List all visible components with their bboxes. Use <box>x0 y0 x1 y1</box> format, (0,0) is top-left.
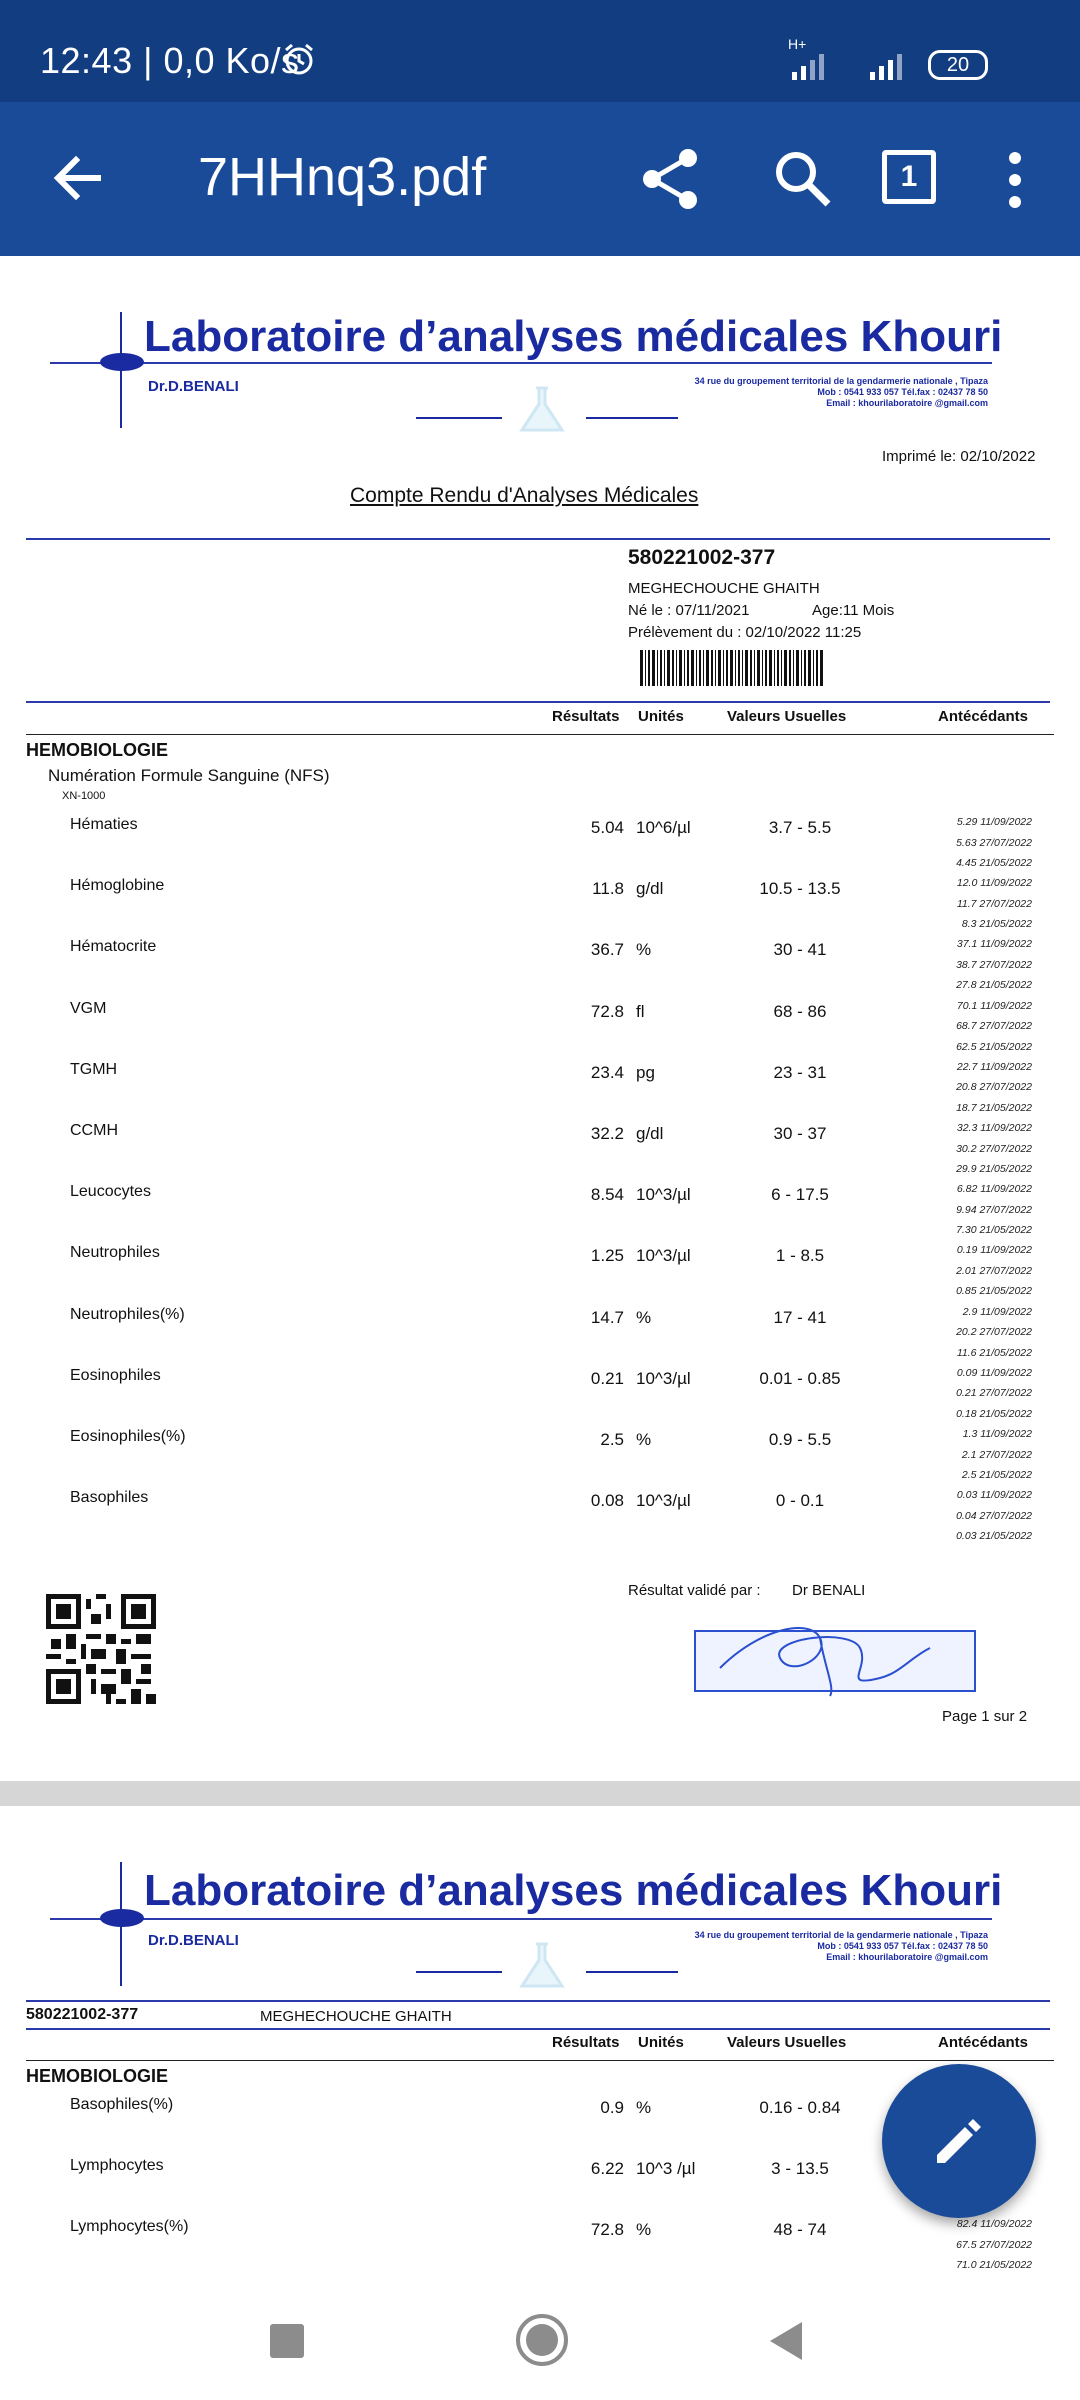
test-history <box>892 812 1032 874</box>
test-normal-range: 0 - 0.1 <box>775 1491 825 1511</box>
device-label: XN-1000 <box>62 790 106 802</box>
history-entry: 22.7 11/09/2022 <box>956 1060 1032 1073</box>
history-entry: 0.09 11/09/2022 <box>956 1366 1032 1379</box>
header-underline <box>26 2060 1054 2061</box>
history-entry: 11.6 21/05/2022 <box>956 1346 1032 1359</box>
test-normal-range: 48 - 74 <box>773 2220 827 2239</box>
lab-name: Laboratoire d’analyses médicales Khouri <box>144 1866 1003 1915</box>
letterhead-dot <box>100 1909 144 1927</box>
test-result: 72.8 <box>590 1001 624 1021</box>
history-entry: 70.1 11/09/2022 <box>956 999 1032 1012</box>
history-entry: 5.29 11/09/2022 <box>956 816 1032 828</box>
test-name: Neutrophiles <box>70 1244 160 1262</box>
history-entry: 38.7 27/07/2022 <box>956 958 1032 971</box>
pencil-icon <box>929 2111 989 2171</box>
test-normal-range: 3 - 13.5 <box>771 2159 829 2178</box>
test-unit: 10^3 /µl <box>636 2159 696 2178</box>
test-normal-range: 30 - 41 <box>773 940 827 960</box>
header-units: Unités <box>638 708 684 725</box>
test-history <box>892 1179 1032 1241</box>
test-history <box>892 1363 1032 1425</box>
lab-name: Laboratoire d’analyses médicales Khouri <box>144 312 1003 361</box>
history-entry: 62.5 21/05/2022 <box>956 1040 1032 1053</box>
history-entry: 71.0 21/05/2022 <box>956 2259 1032 2271</box>
header-history: Antécédants <box>938 2034 1029 2051</box>
header-normal: Valeurs Usuelles <box>727 708 847 725</box>
test-history <box>892 934 1032 996</box>
share-icon[interactable] <box>638 146 704 212</box>
patient-birth: Né le : 07/11/2021 <box>628 602 750 619</box>
search-icon[interactable] <box>770 146 836 212</box>
history-entry: 5.63 27/07/2022 <box>956 836 1032 849</box>
divider <box>26 2028 1050 2030</box>
test-normal-range: 17 - 41 <box>773 1307 827 1327</box>
patient-id: 580221002-377 <box>628 546 776 569</box>
patient-age: Age:11 Mois <box>812 602 895 619</box>
test-history <box>892 1424 1032 1486</box>
history-entry: 1.3 11/09/2022 <box>962 1428 1032 1440</box>
alarm-icon <box>282 42 316 76</box>
test-history <box>892 1302 1032 1364</box>
test-name: Lymphocytes <box>70 2157 164 2174</box>
barcode <box>640 650 826 686</box>
test-history <box>892 996 1032 1058</box>
history-entry: 9.94 27/07/2022 <box>956 1203 1032 1216</box>
page-count-button[interactable]: 1 <box>882 150 936 204</box>
test-normal-range: 0.9 - 5.5 <box>768 1430 832 1449</box>
network-type: H+ <box>788 36 807 52</box>
test-result: 0.21 <box>590 1368 624 1388</box>
test-result: 5.04 <box>590 818 624 837</box>
history-entry: 32.3 11/09/2022 <box>956 1122 1032 1134</box>
signal-icon-2 <box>866 50 916 80</box>
lab-address: 34 rue du groupement territorial de la gendarmerie nationale , Tipaza Mob : 0541 933 057 Tél.fax : 02437 78 50 Email : khourilaboratoire @gmail.com <box>694 1930 988 1962</box>
test-normal-range: 0.16 - 0.84 <box>759 2098 841 2117</box>
test-history <box>892 1057 1032 1119</box>
signal-icon <box>788 50 848 80</box>
back-icon[interactable] <box>768 2320 806 2362</box>
history-entry: 0.21 27/07/2022 <box>956 1387 1032 1400</box>
home-icon[interactable] <box>514 2312 570 2368</box>
divider <box>26 2000 1050 2002</box>
test-history <box>892 873 1032 935</box>
patient-id: 580221002-377 <box>26 2006 139 2023</box>
page-number: Page 1 sur 2 <box>942 1708 1028 1725</box>
test-name: Basophiles <box>70 1489 149 1507</box>
history-entry: 67.5 27/07/2022 <box>956 2238 1032 2251</box>
test-unit: % <box>636 2220 652 2239</box>
history-entry: 30.2 27/07/2022 <box>956 1142 1032 1155</box>
validated-by: Dr BENALI <box>792 1582 866 1599</box>
flask-icon <box>512 1940 572 1992</box>
history-entry: 0.04 27/07/2022 <box>956 1509 1032 1522</box>
back-arrow-icon[interactable] <box>48 148 108 208</box>
history-entry: 0.19 11/09/2022 <box>956 1244 1032 1257</box>
header-results: Résultats <box>552 708 620 725</box>
test-unit: fl <box>636 1001 645 1021</box>
test-name: Lymphocytes(%) <box>70 2218 189 2235</box>
test-normal-range: 0.01 - 0.85 <box>759 1368 841 1388</box>
test-unit: 10^3/µl <box>636 1368 691 1388</box>
lab-address: 34 rue du groupement territorial de la gendarmerie nationale , Tipaza Mob : 0541 933 057 Tél.fax : 02437 78 50 Email : khourilaboratoire @gmail.com <box>694 376 988 408</box>
divider <box>26 538 1050 540</box>
app-bar <box>0 102 1080 256</box>
recents-icon[interactable] <box>270 2324 304 2358</box>
test-name: Leucocytes <box>70 1183 151 1201</box>
history-entry: 12.0 11/09/2022 <box>956 877 1032 890</box>
test-unit: % <box>636 940 652 960</box>
flask-line-right <box>586 417 678 419</box>
navigation-bar <box>0 2280 1080 2400</box>
battery-icon: 20 <box>928 50 988 80</box>
test-result: 32.2 <box>590 1124 624 1143</box>
test-unit: 10^3/µl <box>636 1491 691 1511</box>
test-history <box>892 1118 1032 1180</box>
printed-date: Imprimé le: 02/10/2022 <box>882 448 1036 465</box>
flask-icon <box>512 384 572 436</box>
test-normal-range: 1 - 8.5 <box>775 1246 825 1266</box>
history-entry: 11.7 27/07/2022 <box>956 897 1032 910</box>
test-normal-range: 68 - 86 <box>773 1001 827 1021</box>
test-history <box>892 1485 1032 1547</box>
test-result: 72.8 <box>590 2220 624 2239</box>
validated-label: Résultat validé par : <box>628 1582 761 1599</box>
history-entry: 2.01 27/07/2022 <box>956 1264 1032 1277</box>
test-name: Basophiles(%) <box>70 2096 174 2113</box>
report-title: Compte Rendu d'Analyses Médicales <box>350 484 699 507</box>
history-entry: 7.30 21/05/2022 <box>956 1224 1032 1237</box>
test-name: Eosinophiles <box>70 1366 161 1384</box>
sample-date: Prélèvement du : 02/10/2022 11:25 <box>628 624 862 641</box>
test-result: 23.4 <box>590 1062 624 1082</box>
test-unit: g/dl <box>636 879 664 899</box>
test-result: 2.5 <box>600 1430 624 1449</box>
header-normal: Valeurs Usuelles <box>727 2034 847 2051</box>
header-results: Résultats <box>552 2034 620 2051</box>
flask-line-right <box>586 1971 678 1973</box>
status-bar <box>0 0 1080 102</box>
test-unit: 10^6/µl <box>636 818 691 837</box>
history-entry: 29.9 21/05/2022 <box>956 1163 1032 1175</box>
test-unit: 10^3/µl <box>636 1246 691 1266</box>
test-normal-range: 30 - 37 <box>773 1124 827 1143</box>
history-entry: 0.03 21/05/2022 <box>956 1530 1032 1543</box>
test-normal-range: 23 - 31 <box>773 1062 827 1082</box>
test-name: Hémoglobine <box>70 877 165 895</box>
patient-name: MEGHECHOUCHE GHAITH <box>260 2008 452 2025</box>
status-time: 12:43 | 0,0 Ko/s <box>40 40 300 81</box>
test-unit: pg <box>636 1062 655 1082</box>
history-entry: 2.5 21/05/2022 <box>961 1469 1032 1481</box>
header-underline <box>26 734 1054 735</box>
test-normal-range: 10.5 - 13.5 <box>759 879 841 899</box>
test-unit: % <box>636 1430 652 1449</box>
test-name: TGMH <box>70 1060 118 1078</box>
history-entry: 68.7 27/07/2022 <box>956 1020 1032 1033</box>
test-unit: g/dl <box>636 1124 664 1143</box>
header-history: Antécédants <box>938 708 1029 725</box>
section-title: HEMOBIOLOGIE <box>26 2066 169 2086</box>
history-entry: 37.1 11/09/2022 <box>956 938 1032 951</box>
test-result: 8.54 <box>590 1185 624 1205</box>
history-entry: 0.18 21/05/2022 <box>956 1407 1032 1420</box>
test-result: 11.8 <box>592 879 624 899</box>
letterhead-line <box>50 1918 992 1920</box>
letterhead-line <box>50 362 992 364</box>
test-unit: % <box>636 1307 652 1327</box>
edit-button[interactable] <box>882 2064 1036 2218</box>
qr-code <box>46 1594 156 1704</box>
history-entry: 0.03 11/09/2022 <box>956 1489 1032 1502</box>
test-result: 0.9 <box>600 2098 624 2117</box>
test-result: 1.25 <box>590 1246 624 1266</box>
test-result: 36.7 <box>590 940 624 960</box>
history-entry: 0.85 21/05/2022 <box>956 1285 1032 1298</box>
test-normal-range: 3.7 - 5.5 <box>768 818 832 837</box>
patient-name: MEGHECHOUCHE GHAITH <box>628 580 820 597</box>
test-result: 0.08 <box>590 1491 624 1511</box>
test-result: 6.22 <box>590 2159 624 2178</box>
history-entry: 82.4 11/09/2022 <box>956 2218 1032 2230</box>
test-name: VGM <box>70 999 107 1017</box>
lab-doctor: Dr.D.BENALI <box>148 1932 239 1949</box>
history-entry: 8.3 21/05/2022 <box>961 918 1032 931</box>
more-options-icon[interactable] <box>1000 150 1030 210</box>
history-entry: 4.45 21/05/2022 <box>956 857 1032 869</box>
document-title: 7HHnq3.pdf <box>198 147 487 207</box>
history-entry: 27.8 21/05/2022 <box>956 979 1032 992</box>
history-entry: 2.9 11/09/2022 <box>962 1305 1032 1318</box>
header-units: Unités <box>638 2034 684 2051</box>
test-history <box>892 2214 1032 2276</box>
subsection-title: Numération Formule Sanguine (NFS) <box>48 766 330 785</box>
history-entry: 6.82 11/09/2022 <box>956 1183 1032 1196</box>
letterhead-dot <box>100 353 144 371</box>
test-normal-range: 6 - 17.5 <box>771 1185 829 1205</box>
history-entry: 20.8 27/07/2022 <box>956 1081 1032 1094</box>
test-unit: % <box>636 2098 652 2117</box>
test-name: Neutrophiles(%) <box>70 1305 185 1323</box>
pdf-page-1[interactable] <box>0 256 1080 1781</box>
test-name: Hématies <box>70 816 138 833</box>
flask-line-left <box>416 417 502 419</box>
flask-line-left <box>416 1971 502 1973</box>
test-name: Hématocrite <box>70 938 157 956</box>
test-name: CCMH <box>70 1122 118 1139</box>
test-history <box>892 1240 1032 1302</box>
test-result: 14.7 <box>590 1307 624 1327</box>
section-title: HEMOBIOLOGIE <box>26 740 169 760</box>
divider <box>26 701 1050 703</box>
history-entry: 18.7 21/05/2022 <box>956 1101 1032 1114</box>
history-entry: 20.2 27/07/2022 <box>956 1326 1032 1339</box>
test-name: Eosinophiles(%) <box>70 1428 186 1445</box>
lab-doctor: Dr.D.BENALI <box>148 378 239 395</box>
test-unit: 10^3/µl <box>636 1185 691 1205</box>
signature <box>700 1608 970 1698</box>
history-entry: 2.1 27/07/2022 <box>961 1448 1032 1461</box>
